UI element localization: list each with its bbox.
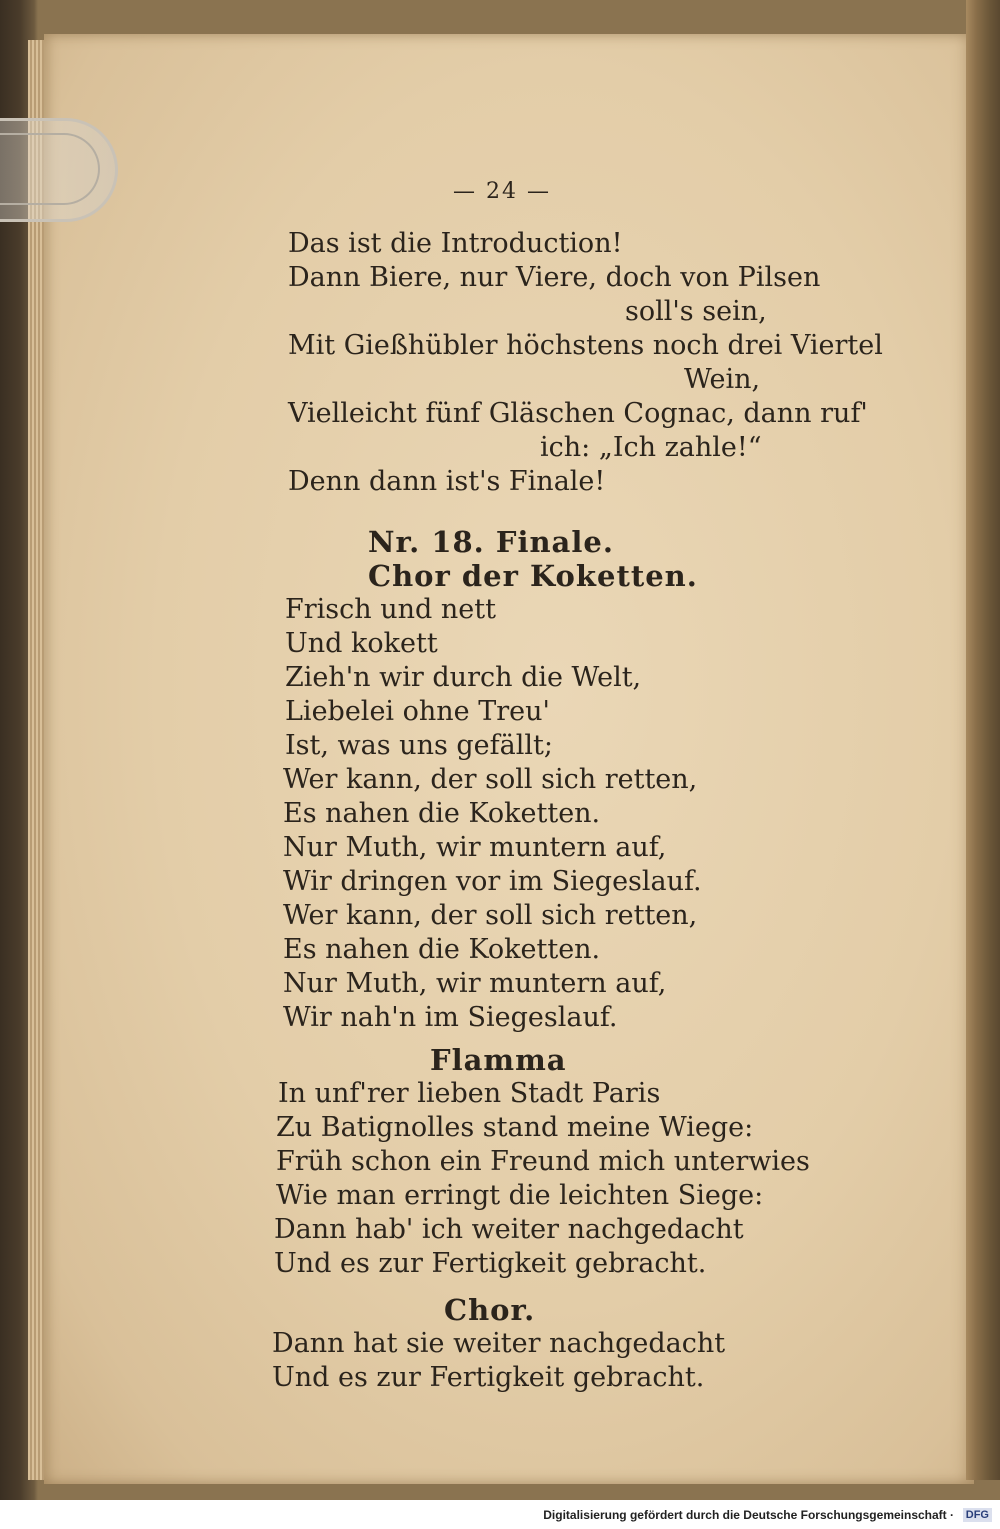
text-line: Und es zur Fertigkeit gebracht. [272,1362,705,1393]
paper-clip [0,118,118,222]
text-line: Wein, [684,364,761,395]
text-line: Zu Batignolles stand meine Wiege: [276,1112,754,1143]
paper-clip-inner [0,133,100,205]
text-line: Wir dringen vor im Siegeslauf. [283,866,702,897]
text-line: Dann Biere, nur Viere, doch von Pilsen [288,262,821,293]
text-line: Nur Muth, wir muntern auf, [283,968,667,999]
text-line: Zieh'n wir durch die Welt, [285,662,642,693]
dfg-logo: DFG [963,1508,992,1522]
text-line: Wie man erringt die leichten Siege: [276,1180,764,1211]
text-line: Denn dann ist's Finale! [288,466,606,497]
text-line: Dann hab' ich weiter nachgedacht [274,1214,744,1245]
chorus-heading: Chor der Koketten. [368,559,698,593]
text-line: Und es zur Fertigkeit gebracht. [274,1248,707,1279]
text-line: Es nahen die Koketten. [283,934,601,965]
text-line: Liebelei ohne Treu' [285,696,550,727]
funding-note: Digitalisierung gefördert durch die Deutsche Forschungsgemeinschaft · [543,1508,954,1522]
text-line: Das ist die Introduction! [288,228,623,259]
text-line: Ist, was uns gefällt; [285,730,553,761]
text-line: In unf'rer lieben Stadt Paris [278,1078,661,1109]
text-line: ich: „Ich zahle!“ [540,432,762,463]
text-line: Und kokett [285,628,438,659]
text-line: Wer kann, der soll sich retten, [283,764,698,795]
text-line: Es nahen die Koketten. [283,798,601,829]
text-line: Nur Muth, wir muntern auf, [283,832,667,863]
section-heading: Nr. 18. Finale. [368,525,614,559]
text-line: Dann hat sie weiter nachgedacht [272,1328,726,1359]
text-line: Wir nah'n im Siegeslauf. [283,1002,618,1033]
text-line: Frisch und nett [285,594,496,625]
text-line: Früh schon ein Freund mich unterwies [276,1146,810,1177]
text-line: Wer kann, der soll sich retten, [283,900,698,931]
book-binding [966,0,1000,1480]
page-number: — 24 — [453,179,551,204]
character-heading: Flamma [430,1043,567,1077]
text-line: soll's sein, [625,296,767,327]
chor-heading: Chor. [444,1293,536,1327]
text-line: Mit Gießhübler höchstens noch drei Viertel [288,330,883,361]
text-line: Vielleicht fünf Gläschen Cognac, dann ruf' [288,398,868,429]
